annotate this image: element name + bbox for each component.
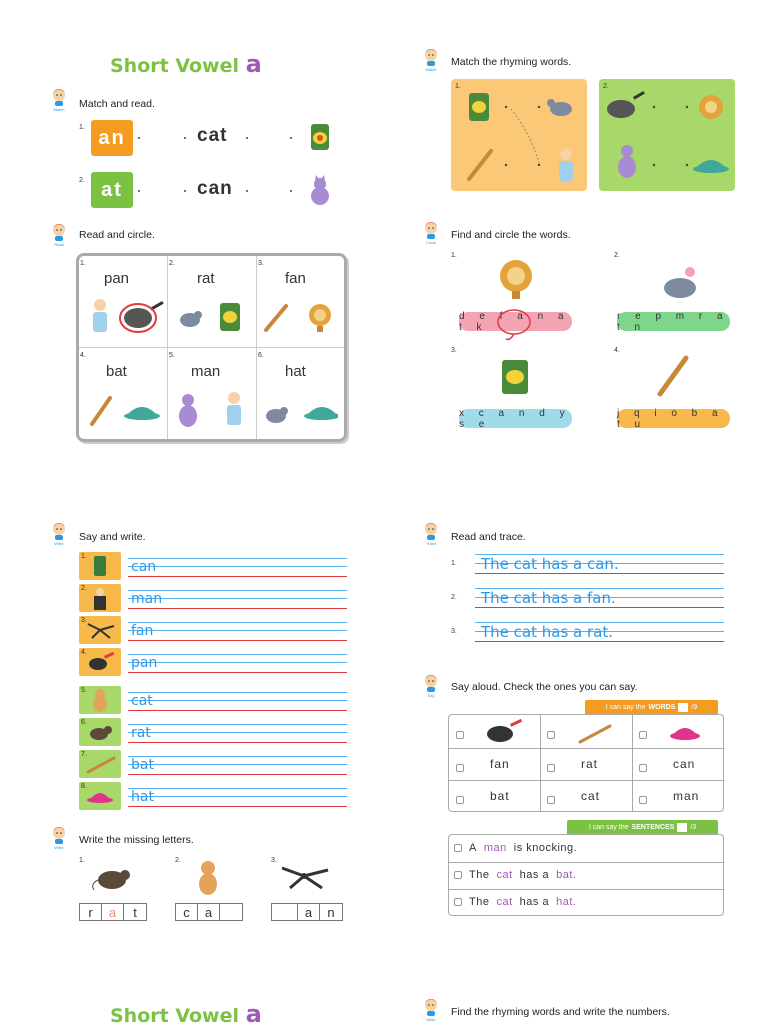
letter-box: a xyxy=(298,904,320,920)
page5-title xyxy=(110,1000,262,1024)
item-number: 7. xyxy=(81,751,87,758)
say-write-instruction: Say and write. xyxy=(79,531,146,543)
item-number: 1. xyxy=(451,252,457,259)
highlight-word: cat xyxy=(496,896,513,908)
missing-letters-1 xyxy=(79,903,147,921)
check-word: can xyxy=(673,757,696,771)
sentence-row xyxy=(454,842,577,854)
svg-text:Trace: Trace xyxy=(425,541,437,546)
rhyme-panel-1 xyxy=(451,79,587,191)
item-number: 8. xyxy=(81,783,87,790)
sentence-row xyxy=(454,869,576,881)
match-icon xyxy=(48,86,70,117)
svg-text:Read: Read xyxy=(54,242,64,247)
item-number: 4. xyxy=(614,347,620,354)
item-number: 5. xyxy=(81,687,87,694)
cell-number: 3. xyxy=(258,260,264,267)
say-picture xyxy=(82,688,118,714)
trace-word: bat xyxy=(131,757,154,773)
match-icon xyxy=(420,46,442,77)
match-dot[interactable] xyxy=(184,137,186,139)
letter-box: n xyxy=(327,904,335,920)
item-number: 3. xyxy=(81,617,87,624)
item-number: 4. xyxy=(81,649,87,656)
trace-sentence: The cat has a fan. xyxy=(481,589,616,607)
checkbox[interactable] xyxy=(639,726,647,744)
sentences-tab xyxy=(567,820,718,834)
match-dot[interactable] xyxy=(246,190,248,192)
word-cat: cat xyxy=(197,125,228,146)
cell-word: bat xyxy=(106,363,127,380)
say-picture-box xyxy=(79,782,121,810)
svg-text:Circle: Circle xyxy=(425,240,437,245)
letter-box: t xyxy=(133,904,137,920)
title-vowel: a xyxy=(245,50,262,78)
missing-pictures xyxy=(90,858,350,898)
panel-number: 1. xyxy=(455,83,461,90)
tab-count: /3 xyxy=(690,823,697,831)
circle-grid-pictures xyxy=(88,298,338,433)
item-number: 2. xyxy=(175,857,181,864)
checkbox[interactable] xyxy=(454,898,462,906)
trace-sentence: The cat has a rat. xyxy=(481,623,614,641)
word-box-an: an xyxy=(91,120,133,156)
cell-number: 5. xyxy=(169,352,175,359)
sentence-text: is knocking. xyxy=(513,842,578,854)
match-dot[interactable] xyxy=(246,137,248,139)
letter-box: r xyxy=(80,904,102,920)
item-number: 1. xyxy=(81,553,87,560)
write-icon xyxy=(48,520,70,551)
trace-line[interactable] xyxy=(475,554,724,576)
writing-line[interactable] xyxy=(128,552,347,578)
trace-instruction: Read and trace. xyxy=(451,531,526,543)
write-icon xyxy=(48,824,70,855)
page6-instruction: Find the rhyming words and write the numbers. xyxy=(451,1006,670,1018)
missing-letters-2 xyxy=(175,903,243,921)
tab-bold: SENTENCES xyxy=(631,823,675,831)
trace-icon xyxy=(420,520,442,551)
trace-word: hat xyxy=(131,789,154,805)
sentence-text: The xyxy=(469,896,490,908)
sentence-text: has a xyxy=(519,869,550,881)
match-instruction: Match and read. xyxy=(79,98,155,110)
cell-word: hat xyxy=(285,363,306,380)
say-picture xyxy=(82,618,118,644)
checkbox[interactable] xyxy=(639,791,647,809)
sentences-count-box[interactable] xyxy=(677,823,687,832)
letter-box: a xyxy=(198,904,220,920)
aloud-instruction: Say aloud. Check the ones you can say. xyxy=(451,681,638,693)
item-number: 2. xyxy=(451,594,457,601)
tab-text: I can say the xyxy=(605,703,646,711)
sentence-text: The xyxy=(469,869,490,881)
words-pictures xyxy=(480,718,720,746)
rhyme-instruction: Match the rhyming words. xyxy=(451,56,572,68)
title-text: Short Vowel xyxy=(110,1005,240,1024)
checkbox[interactable] xyxy=(454,871,462,879)
item-number: 1. xyxy=(451,560,457,567)
checkbox[interactable] xyxy=(547,759,555,777)
svg-text:Match: Match xyxy=(53,107,65,112)
item-number: 6. xyxy=(81,719,87,726)
say-picture-box xyxy=(79,584,121,612)
say-picture-box xyxy=(79,648,121,676)
match-dot[interactable] xyxy=(138,190,140,192)
item-number: 1. xyxy=(79,124,85,131)
say-picture-box xyxy=(79,750,121,778)
match-dot[interactable] xyxy=(138,137,140,139)
trace-line[interactable] xyxy=(475,622,724,644)
title-vowel: a xyxy=(245,1000,262,1024)
words-count-box[interactable] xyxy=(678,703,688,712)
cell-number: 4. xyxy=(80,352,86,359)
letter-strip-3[interactable]: x c a n d y s e xyxy=(459,407,571,430)
letter-box-empty[interactable] xyxy=(220,904,242,920)
trace-word: rat xyxy=(131,725,151,741)
circle-instruction: Read and circle. xyxy=(79,229,155,241)
writing-line[interactable] xyxy=(128,718,347,744)
checkbox[interactable] xyxy=(547,791,555,809)
letter-strip-2[interactable]: r e p m r a t n xyxy=(617,310,729,333)
words-tab xyxy=(585,700,718,714)
trace-word: man xyxy=(131,591,163,607)
match-dot[interactable] xyxy=(184,190,186,192)
word-box-at: at xyxy=(91,172,133,208)
item-number: 2. xyxy=(614,252,620,259)
cell-word: man xyxy=(191,363,221,380)
checkbox[interactable] xyxy=(547,726,555,744)
letter-box-filled[interactable]: a xyxy=(102,904,124,920)
trace-line[interactable] xyxy=(475,588,724,610)
item-number: 3. xyxy=(451,628,457,635)
writing-line[interactable] xyxy=(128,584,347,610)
check-word: man xyxy=(673,789,700,803)
match-dot[interactable] xyxy=(290,137,292,139)
letter-strip-4[interactable]: j q i o b a t u xyxy=(617,409,730,428)
cell-word: pan xyxy=(104,270,130,287)
check-word: rat xyxy=(581,757,599,771)
highlight-word: bat. xyxy=(556,869,577,881)
cell-word: rat xyxy=(197,270,215,287)
trace-sentence: The cat has a can. xyxy=(481,555,619,573)
check-word: bat xyxy=(490,789,510,803)
say-icon xyxy=(420,672,442,703)
cell-word: fan xyxy=(285,270,306,287)
tab-bold: WORDS xyxy=(648,703,676,711)
cell-number: 2. xyxy=(169,260,175,267)
say-picture xyxy=(82,784,118,810)
say-picture xyxy=(82,720,118,746)
circle-icon xyxy=(420,219,442,250)
sentence-row xyxy=(454,896,576,908)
svg-text:Write: Write xyxy=(54,541,64,546)
say-picture-box xyxy=(79,552,121,580)
missing-letters-3 xyxy=(271,903,343,921)
sentence-text: has a xyxy=(519,896,550,908)
letter-strip-1[interactable]: d e f a n a t k xyxy=(459,312,572,331)
checkbox[interactable] xyxy=(456,726,464,744)
tab-text: I can say the xyxy=(588,823,629,831)
svg-text:Say: Say xyxy=(427,693,435,698)
missing-instruction: Write the missing letters. xyxy=(79,834,194,846)
can-picture xyxy=(308,122,332,157)
match-dot[interactable] xyxy=(290,190,292,192)
checkbox[interactable] xyxy=(456,791,464,809)
check-word: fan xyxy=(490,757,510,771)
checkbox[interactable] xyxy=(456,759,464,777)
say-picture xyxy=(82,650,118,676)
svg-text:Match: Match xyxy=(425,67,437,72)
letter-box: c xyxy=(176,904,198,920)
highlight-word: man xyxy=(483,842,507,854)
tab-count: /9 xyxy=(691,703,698,711)
item-number: 3. xyxy=(451,347,457,354)
trace-word: fan xyxy=(131,623,154,639)
item-number: 3. xyxy=(271,857,277,864)
item-number: 1. xyxy=(79,857,85,864)
writing-line[interactable] xyxy=(128,686,347,712)
cell-number: 6. xyxy=(258,352,264,359)
writing-line[interactable] xyxy=(128,616,347,642)
write-icon xyxy=(420,996,442,1024)
say-picture xyxy=(82,554,118,580)
svg-text:Write: Write xyxy=(426,1017,436,1022)
say-picture-box xyxy=(79,718,121,746)
panel-number: 2. xyxy=(603,83,609,90)
writing-line[interactable] xyxy=(128,782,347,808)
trace-word: pan xyxy=(131,655,158,671)
highlight-word: hat. xyxy=(556,896,577,908)
read-icon xyxy=(48,221,70,252)
cell-number: 1. xyxy=(80,260,86,267)
writing-line[interactable] xyxy=(128,750,347,776)
check-word: cat xyxy=(581,789,601,803)
item-number: 2. xyxy=(79,177,85,184)
page1-title xyxy=(110,50,262,78)
sentence-text: A xyxy=(469,842,477,854)
trace-word: cat xyxy=(131,693,153,709)
writing-line[interactable] xyxy=(128,648,347,674)
say-picture xyxy=(82,586,118,612)
checkbox[interactable] xyxy=(639,759,647,777)
say-picture-box xyxy=(79,616,121,644)
find-instruction: Find and circle the words. xyxy=(451,229,571,241)
trace-word: can xyxy=(131,559,157,575)
svg-text:Write: Write xyxy=(54,845,64,850)
say-picture-box xyxy=(79,686,121,714)
circled-word-mark xyxy=(496,307,536,343)
highlight-word: cat xyxy=(496,869,513,881)
say-picture xyxy=(82,752,118,778)
rhyme-panel-2 xyxy=(599,79,735,191)
checkbox[interactable] xyxy=(454,844,462,852)
cat-picture xyxy=(306,174,334,211)
title-text: Short Vowel xyxy=(110,55,240,77)
letter-box-empty[interactable] xyxy=(272,904,298,920)
item-number: 2. xyxy=(81,585,87,592)
word-can: can xyxy=(197,178,233,199)
